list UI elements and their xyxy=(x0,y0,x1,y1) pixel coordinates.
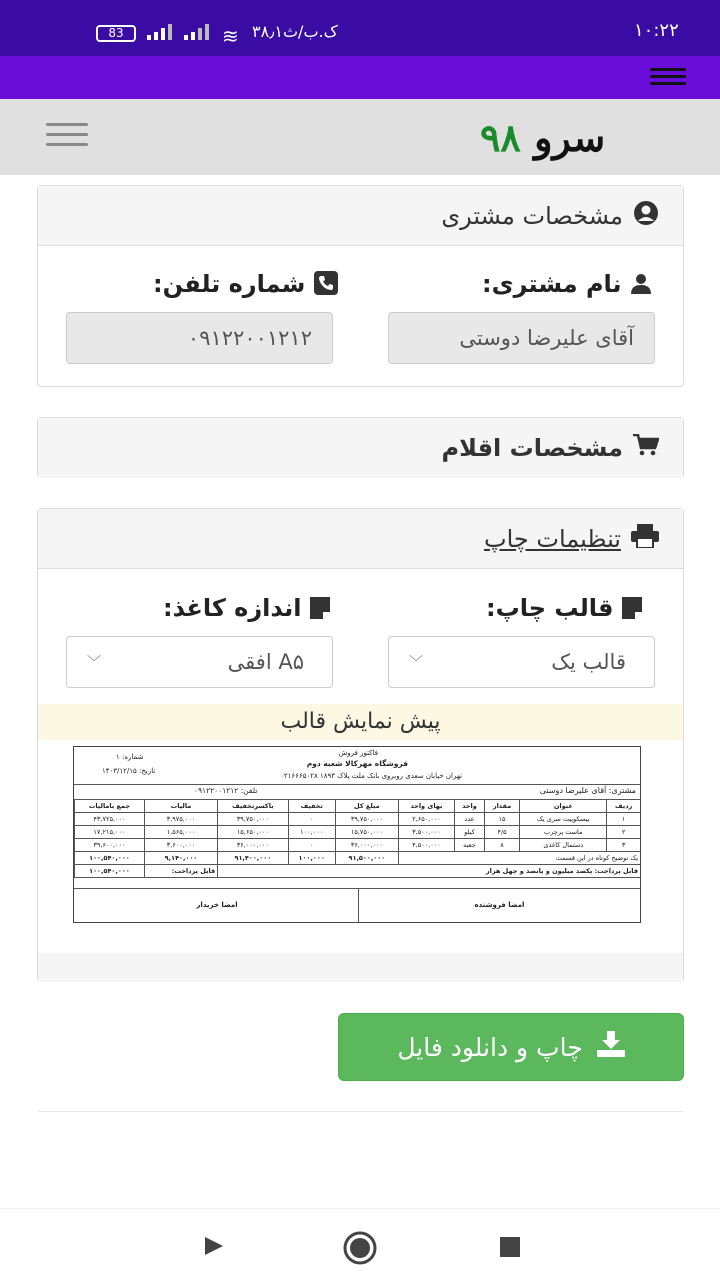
phone-input[interactable]: ۰۹۱۲۲۰۰۱۲۱۲ xyxy=(66,312,333,364)
print-download-label: چاپ و دانلود فایل xyxy=(397,1032,583,1062)
print-card-footer xyxy=(38,953,683,982)
seller-signature-box: امضا فروشنده xyxy=(358,888,640,923)
invoice-header-row: ردیف عنوان مقدار واحد بهای واحد مبلغ کل تخفیف باکسرتخفیف مالیات جمع بامالیات xyxy=(75,800,641,813)
brand-number: ۹۸ xyxy=(480,115,521,160)
invoice-store: فروشگاه مهرکالا شعبه دوم xyxy=(306,759,408,768)
customer-name-input[interactable]: آقای علیرضا دوستی xyxy=(388,312,655,364)
site-header xyxy=(0,99,720,175)
home-icon[interactable] xyxy=(343,1231,377,1265)
wifi-icon: ≋ xyxy=(222,24,239,48)
print-download-button[interactable] xyxy=(338,1013,684,1081)
customer-name-label: نام مشتری: xyxy=(482,270,652,298)
invoice-payable-words: قابل پرداخت: یکصد میلیون و پانصد و چهل هزار xyxy=(218,865,641,878)
paper-size-select-value: A۵ افقی xyxy=(227,650,304,674)
phone-label: شماره تلفن: xyxy=(153,270,338,298)
chevron-down-icon: ﹀ xyxy=(409,655,423,671)
app-bar xyxy=(0,56,720,99)
customer-card-header[interactable] xyxy=(38,186,683,246)
paper-size-label: اندازه کاغذ: xyxy=(163,594,330,622)
invoice-preview xyxy=(73,746,641,923)
printer-icon xyxy=(631,524,659,554)
cart-icon xyxy=(633,434,659,462)
user-icon xyxy=(622,270,652,298)
invoice-totals-row: یک توضیح کوتاه در این قسمت ۹۱,۵۰۰,۰۰۰ ۱۰۰,۰۰۰ ۹۱,۴۰۰,۰۰۰ ۹,۱۴۰,۰۰۰ ۱۰۰,۵۴۰,۰۰۰ xyxy=(75,852,641,865)
template-preview-title: پیش نمایش قالب xyxy=(38,704,683,740)
table-row: ۳ دستمال کاغذی ۸ جعبه ۴,۵۰۰,۰۰۰ ۳۶,۰۰۰,۰۰۰ ۰ ۳۶,۰۰۰,۰۰۰ ۳,۶۰۰,۰۰۰ ۳۹,۶۰۰,۰۰۰ xyxy=(75,839,641,852)
table-row: ۱ بیسکوییت سری یک ۱۵ عدد ۲,۶۵۰,۰۰۰ ۳۹,۷۵۰,۰۰۰ ۰ ۳۹,۷۵۰,۰۰۰ ۳,۹۷۵,۰۰۰ ۴۳,۷۲۵,۰۰۰ xyxy=(75,813,641,826)
items-card xyxy=(37,417,684,478)
template-select-value: قالب یک xyxy=(551,650,626,674)
brand-name: سرو xyxy=(534,115,606,160)
invoice-table xyxy=(74,799,641,878)
status-bar xyxy=(0,0,720,56)
network-speed: ۳۸٫۱ک.ب/ث xyxy=(252,22,338,41)
invoice-payable-value: ۱۰۰,۵۴۰,۰۰۰ xyxy=(75,865,145,878)
battery-indicator: 83 xyxy=(96,25,136,42)
recents-icon[interactable] xyxy=(499,1236,521,1258)
print-card-title[interactable]: تنظیمات چاپ xyxy=(483,524,621,553)
brand-logo[interactable] xyxy=(480,115,605,160)
back-icon[interactable] xyxy=(203,1235,225,1257)
signal-icon xyxy=(184,24,212,40)
invoice-payable-row xyxy=(75,865,641,878)
invoice-customer: مشتری: آقای علیرضا دوستی xyxy=(539,786,636,795)
table-row: ۲ ماست پرچرب ۴/۵ کیلو ۳,۵۰۰,۰۰۰ ۱۵,۷۵۰,۰۰۰ ۱۰۰,۰۰۰ ۱۵,۶۵۰,۰۰۰ ۱,۵۶۵,۰۰۰ ۱۷,۲۱۵,۰۰۰ xyxy=(75,826,641,839)
template-label: قالب چاپ: xyxy=(486,594,642,622)
invoice-payable-label: قابل پرداخت: xyxy=(144,865,217,878)
customer-card-title: مشخصات مشتری xyxy=(441,201,623,230)
file-icon xyxy=(614,594,642,622)
chevron-down-icon: ﹀ xyxy=(87,655,101,671)
system-nav-bar xyxy=(0,1208,720,1280)
invoice-date: تاریخ: ۱۴۰۳/۱۲/۱۵ xyxy=(102,767,156,775)
phone-icon xyxy=(305,270,337,298)
paper-size-select[interactable] xyxy=(66,636,333,688)
status-time: ۱۰:۲۲ xyxy=(634,20,679,41)
app-menu-icon[interactable] xyxy=(650,65,686,89)
invoice-number: شماره: ۱ xyxy=(116,753,144,761)
invoice-address: تهران خیابان سعدی روبروی بانک ملت پلاک ۱۸۹۳ ۰۲۱۶۶۶۵۰۲۸ xyxy=(280,772,462,780)
invoice-kind: فاکتور فروش xyxy=(338,749,378,757)
footer-divider xyxy=(38,1111,683,1112)
items-card-header[interactable] xyxy=(38,418,683,478)
template-select[interactable] xyxy=(388,636,655,688)
items-card-title: مشخصات اقلام xyxy=(441,434,623,462)
user-circle-icon xyxy=(633,200,659,232)
invoice-note: یک توضیح کوتاه در این قسمت xyxy=(398,852,640,865)
download-icon xyxy=(597,1031,625,1064)
hamburger-menu-icon[interactable] xyxy=(46,123,88,149)
print-card-header[interactable] xyxy=(38,509,683,569)
buyer-signature-box: امضا خریدار xyxy=(74,888,360,923)
invoice-phone: تلفن: ۰۹۱۲۲۰۰۱۲۱۲ xyxy=(194,786,258,795)
signal-icon-2 xyxy=(147,24,175,40)
file-icon xyxy=(302,594,330,622)
